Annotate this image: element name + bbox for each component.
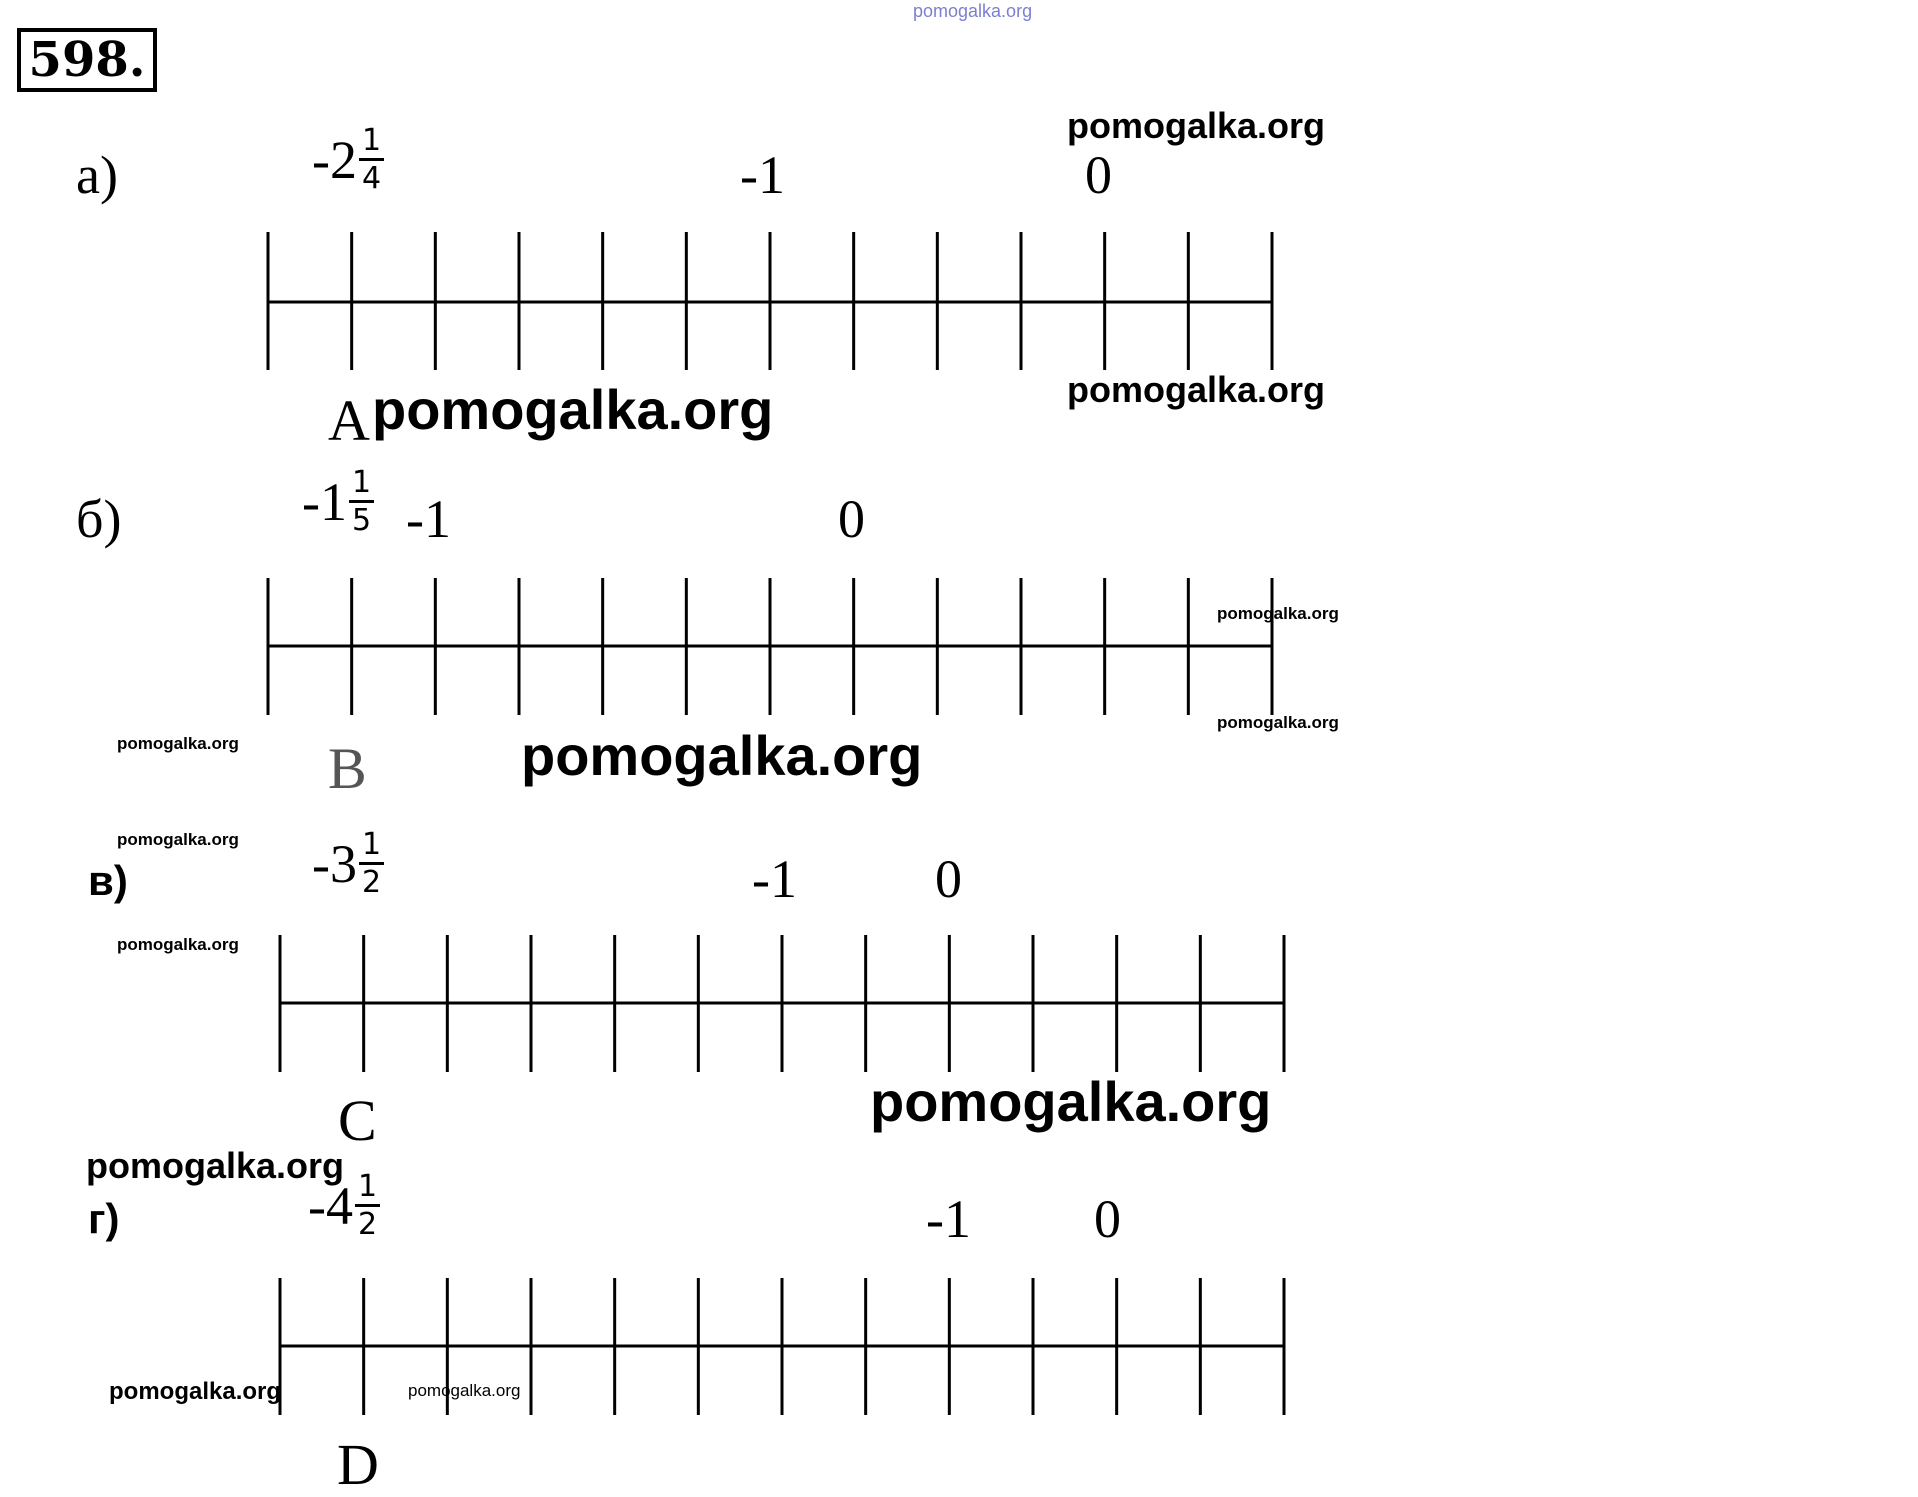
label-minus-one-a: -1 <box>740 145 785 205</box>
fraction <box>359 123 384 196</box>
label-zero-c: 0 <box>935 849 962 909</box>
watermark: pomogalka.org <box>117 734 239 753</box>
watermark: pomogalka.org <box>1067 369 1326 410</box>
fraction <box>359 827 384 900</box>
watermark: pomogalka.org <box>1217 604 1339 623</box>
part-label-b: б) <box>76 489 122 549</box>
fraction-numerator: 1 <box>361 123 382 158</box>
part-label-a: а) <box>76 145 118 205</box>
watermark: pomogalka.org <box>109 1378 282 1405</box>
mixed-number-b <box>302 465 374 538</box>
point-label-c: C <box>338 1088 377 1153</box>
mixed-whole: -1 <box>302 472 347 532</box>
part-label-d: г) <box>88 1195 120 1242</box>
number-line-b <box>268 578 1272 715</box>
point-label-a: A <box>328 388 370 453</box>
number-line-a <box>268 232 1272 370</box>
watermark: pomogalka.org <box>117 935 239 954</box>
number-line-c <box>280 935 1284 1072</box>
fraction <box>349 465 374 538</box>
label-zero-a: 0 <box>1085 145 1112 205</box>
fraction <box>355 1169 380 1242</box>
mixed-whole: -4 <box>308 1176 353 1236</box>
watermark: pomogalka.org <box>408 1381 521 1400</box>
part-label-c: в) <box>88 857 128 904</box>
problem-number: 598. <box>17 28 157 92</box>
fraction-denominator: 4 <box>361 161 382 196</box>
label-zero-d: 0 <box>1094 1189 1121 1249</box>
fraction-numerator: 1 <box>351 465 372 500</box>
watermark: pomogalka.org <box>117 830 239 849</box>
fraction-denominator: 5 <box>351 503 372 538</box>
label-zero-b: 0 <box>838 489 865 549</box>
watermark: pomogalka.org <box>870 1070 1272 1133</box>
fraction-denominator: 2 <box>357 1207 378 1242</box>
point-label-b: B <box>328 736 367 801</box>
watermark: pomogalka.org <box>86 1145 345 1186</box>
label-minus-one-d: -1 <box>926 1189 971 1249</box>
watermark-top: pomogalka.org <box>913 1 1033 21</box>
watermark: pomogalka.org <box>372 378 774 441</box>
mixed-number-a <box>312 123 384 196</box>
fraction-numerator: 1 <box>357 1169 378 1204</box>
point-label-d: D <box>337 1432 379 1497</box>
mixed-number-c <box>312 827 384 900</box>
fraction-numerator: 1 <box>361 827 382 862</box>
watermark: pomogalka.org <box>1067 105 1326 146</box>
watermark: pomogalka.org <box>1217 713 1339 732</box>
mixed-whole: -3 <box>312 834 357 894</box>
label-minus-one-c: -1 <box>752 849 797 909</box>
mixed-whole: -2 <box>312 130 357 190</box>
label-minus-one-b: -1 <box>406 489 451 549</box>
fraction-denominator: 2 <box>361 865 382 900</box>
watermark: pomogalka.org <box>521 724 923 787</box>
